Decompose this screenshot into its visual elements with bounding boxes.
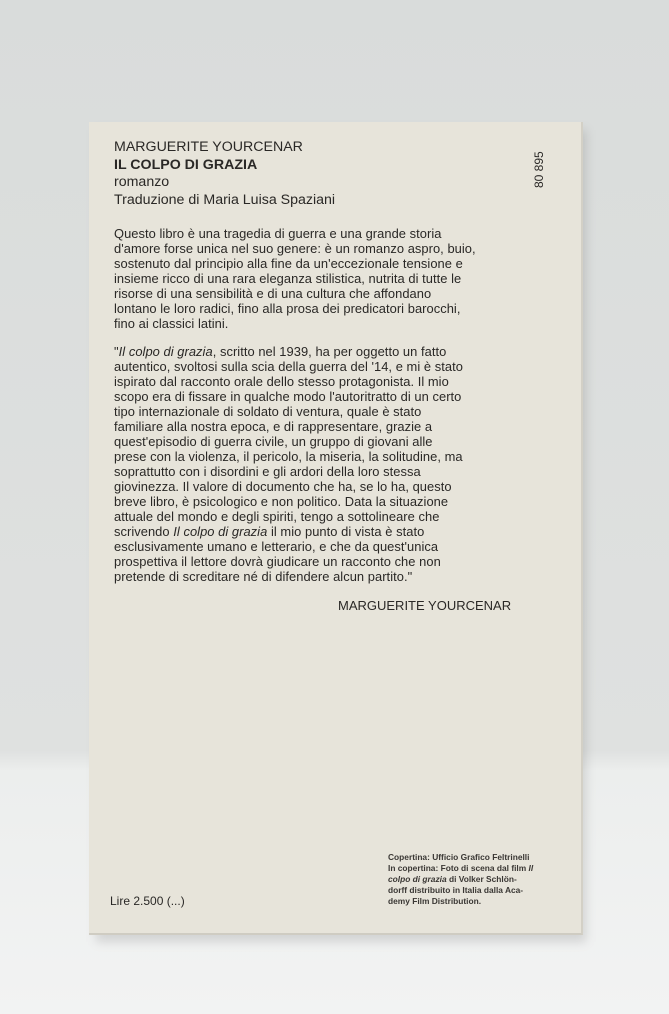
book-title: IL COLPO DI GRAZIA: [114, 156, 258, 173]
italic-title-text: colpo di grazia: [388, 874, 447, 884]
text-line: [114, 286, 476, 301]
text-segment: di Volker Schlön-: [446, 874, 517, 884]
text-line: [114, 434, 463, 449]
text-segment: familiare alla nostra epoca, e di rappresentare, grazie a: [114, 419, 433, 434]
text-line: [114, 479, 463, 494]
text-segment: ispirato dal racconto orale dello stesso protagonista. Il mio: [114, 374, 449, 389]
text-segment: scrivendo: [114, 524, 174, 539]
text-line: [114, 359, 463, 374]
text-line: [114, 569, 463, 584]
text-line: [388, 874, 533, 885]
text-line: [114, 301, 476, 316]
text-line: [388, 885, 533, 896]
text-segment: breve libro, è psicologico e non politico. Data la situazione: [114, 494, 449, 509]
text-line: [114, 344, 463, 359]
text-line: [114, 449, 463, 464]
text-segment: lontano le loro radici, fino alla prosa dei predicatori barocchi,: [114, 301, 461, 316]
text-line: [114, 404, 463, 419]
text-line: [388, 863, 533, 874]
text-segment: Copertina: Ufficio Grafico Feltrinelli: [388, 852, 530, 862]
text-line: [114, 226, 476, 241]
text-segment: pretende di screditare né di difendere alcun partito.": [114, 569, 413, 584]
text-segment: d'amore forse unica nel suo genere: è un romanzo aspro, buio,: [114, 241, 476, 256]
text-line: [114, 419, 463, 434]
text-line: [114, 271, 476, 286]
genre: romanzo: [114, 174, 170, 191]
text-line: [388, 896, 533, 907]
text-line: [114, 389, 463, 404]
text-line: [114, 494, 463, 509]
text-segment: esclusivamente umano e letterario, e che da quest'unica: [114, 539, 439, 554]
text-segment: prospettiva il lettore dovrà giudicare un racconto che non: [114, 554, 441, 569]
catalog-number: 80 895: [532, 151, 546, 188]
price: Lire 2.500 (...): [110, 894, 185, 908]
text-line: [114, 464, 463, 479]
text-line: [114, 554, 463, 569]
text-segment: risorse di una sensibilità e di una cultura che affondano: [114, 286, 432, 301]
text-line: [388, 852, 533, 863]
quote-signature: MARGUERITE YOURCENAR: [338, 598, 512, 613]
text-segment: tipo internazionale di soldato di ventura, quale è stato: [114, 404, 422, 419]
text-segment: sostenuto dal principio alla fine da un'eccezionale tensione e: [114, 256, 463, 271]
text-segment: insieme ricco di una rara eleganza stilistica, nutrita di tutte le: [114, 271, 462, 286]
italic-title-text: Il colpo di grazia: [118, 344, 213, 359]
text-segment: , scritto nel 1939, ha per oggetto un fatto: [212, 344, 447, 359]
cover-credits: [388, 852, 533, 907]
text-line: [114, 524, 463, 539]
text-line: [114, 256, 476, 271]
text-segment: ": [114, 344, 119, 359]
description-paragraph: [114, 226, 476, 331]
text-line: [114, 539, 463, 554]
text-segment: giovinezza. Il valore di documento che ha, se lo ha, questo: [114, 479, 452, 494]
text-segment: prese con la violenza, il pericolo, la miseria, la solitudine, ma: [114, 449, 463, 464]
author-quote: [114, 344, 463, 584]
text-segment: soprattutto con i disordini e gli ardori della loro stessa: [114, 464, 421, 479]
text-segment: demy Film Distribution.: [388, 896, 482, 906]
text-segment: Questo libro è una tragedia di guerra e una grande storia: [114, 226, 442, 241]
text-line: [114, 241, 476, 256]
text-segment: In copertina: Foto di scena dal film: [388, 863, 529, 873]
book-header: [114, 139, 335, 209]
text-segment: autentico, svoltosi sulla scia della guerra del '14, e mi è stato: [114, 359, 463, 374]
text-segment: fino ai classici latini.: [114, 316, 229, 331]
text-segment: scopo era di fissare in qualche modo l'autoritratto di un certo: [114, 389, 462, 404]
text-segment: dorff distribuito in Italia dalla Aca-: [388, 885, 524, 895]
text-segment: quest'episodio di guerra civile, un gruppo di giovani alle: [114, 434, 433, 449]
book-back-cover: [89, 122, 583, 935]
text-line: [114, 316, 476, 331]
author-name: MARGUERITE YOURCENAR: [114, 139, 303, 155]
text-line: [114, 374, 463, 389]
text-line: [114, 509, 463, 524]
translator: Traduzione di Maria Luisa Spaziani: [114, 191, 336, 208]
text-segment: il mio punto di vista è stato: [267, 524, 425, 539]
italic-title-text: Il colpo di grazia: [173, 524, 268, 539]
text-segment: attuale del mondo e degli spiriti, tengo a sottolineare che: [114, 509, 440, 524]
italic-title-text: Il: [528, 863, 534, 873]
